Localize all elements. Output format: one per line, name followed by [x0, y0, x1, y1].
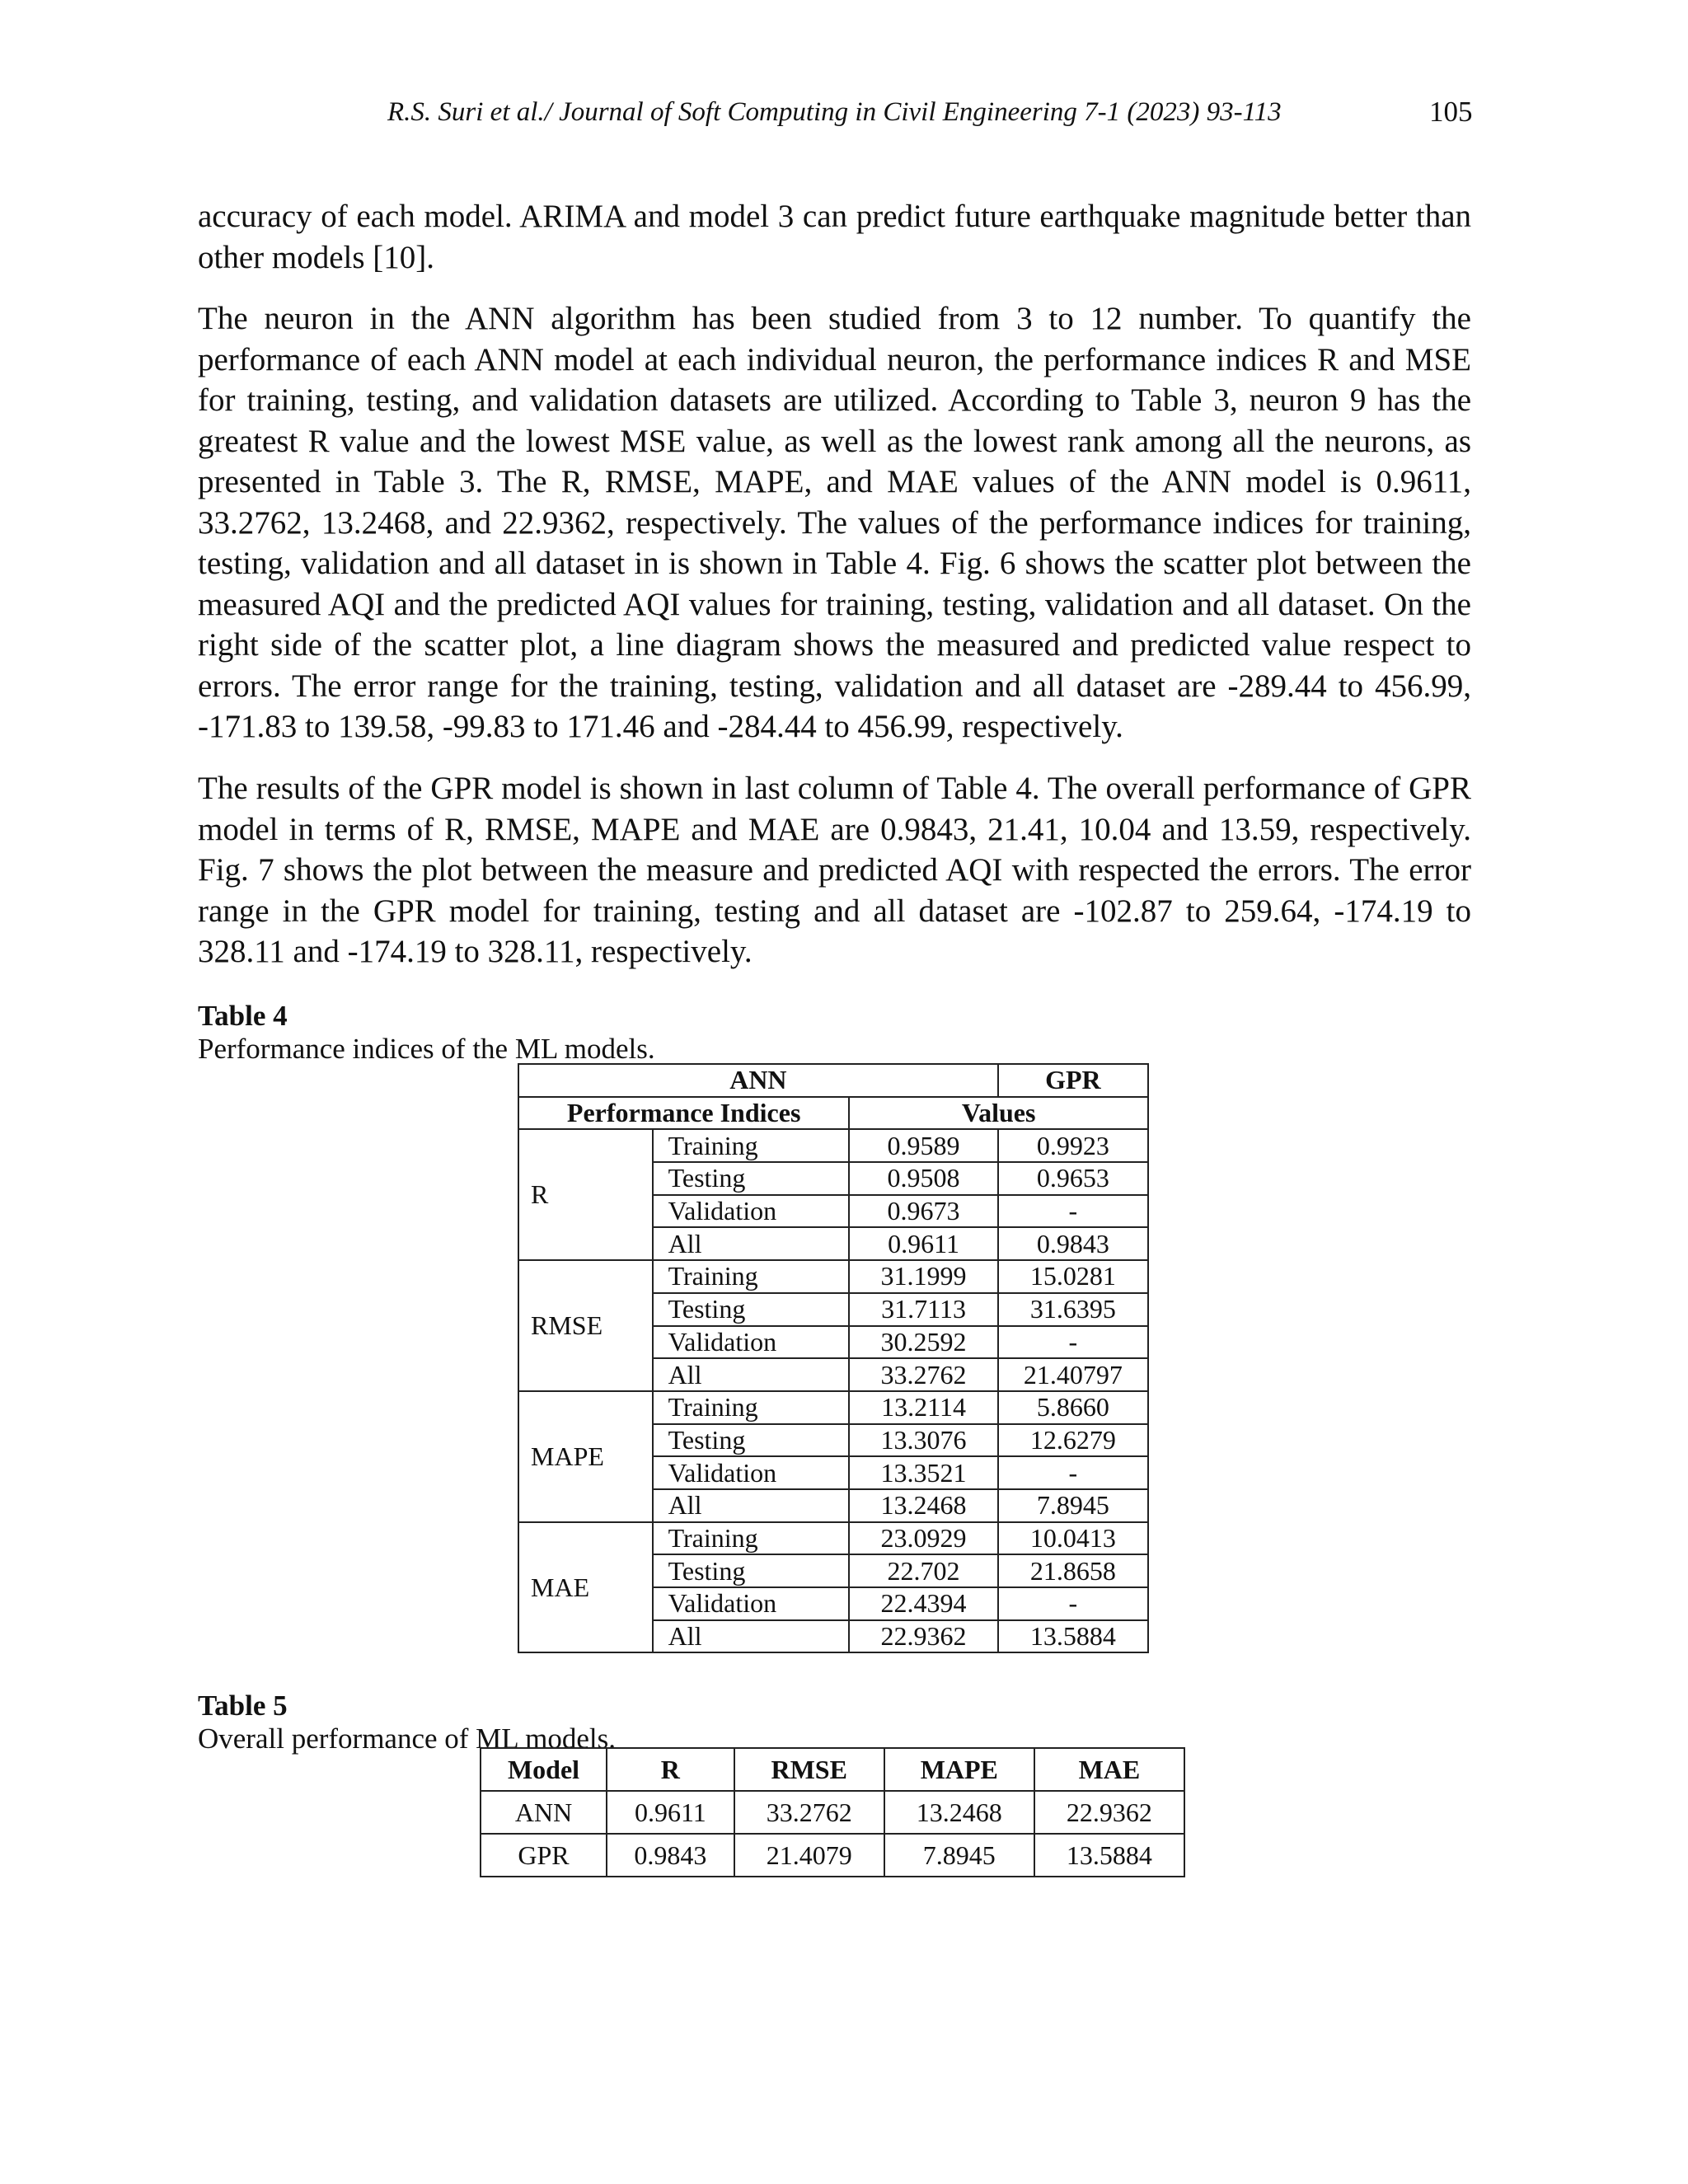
ann-value-cell: 13.2114 [849, 1391, 997, 1424]
table-cell: 0.9843 [607, 1834, 734, 1877]
ann-value-cell: 13.2468 [849, 1489, 997, 1522]
gpr-value-cell: 21.8658 [998, 1554, 1148, 1587]
dataset-cell: Validation [653, 1326, 850, 1359]
dataset-cell: Training [653, 1391, 850, 1424]
table4-caption: Performance indices of the ML models. [198, 1033, 655, 1065]
table-cell: 21.4079 [734, 1834, 884, 1877]
table5-label: Table 5 [198, 1690, 288, 1722]
dataset-cell: Testing [653, 1554, 850, 1587]
dataset-cell: Testing [653, 1162, 850, 1195]
ann-value-cell: 13.3521 [849, 1456, 997, 1489]
header-performance-indices: Performance Indices [518, 1097, 849, 1130]
metric-name: MAPE [518, 1391, 653, 1522]
header-gpr: GPR [998, 1064, 1148, 1097]
column-header: Model [481, 1748, 607, 1791]
ann-value-cell: 0.9589 [849, 1129, 997, 1162]
gpr-value-cell: 21.40797 [998, 1358, 1148, 1391]
gpr-value-cell: 0.9923 [998, 1129, 1148, 1162]
table-cell: 13.2468 [884, 1791, 1034, 1834]
gpr-value-cell: 10.0413 [998, 1522, 1148, 1555]
table-cell: 22.9362 [1034, 1791, 1184, 1834]
table-row [518, 1260, 1148, 1293]
gpr-value-cell: 0.9653 [998, 1162, 1148, 1195]
dataset-cell: Validation [653, 1195, 850, 1228]
paragraph-1: accuracy of each model. ARIMA and model 3 can predict future earthquake magnitude better than other models [10]. [198, 199, 1471, 275]
overall-performance-table [480, 1747, 1185, 1877]
table5-caption: Overall performance of ML models. [198, 1722, 616, 1755]
dataset-cell: All [653, 1227, 850, 1260]
gpr-value-cell: 13.5884 [998, 1620, 1148, 1653]
dataset-cell: All [653, 1358, 850, 1391]
table-cell: 7.8945 [884, 1834, 1034, 1877]
paragraph-3: The results of the GPR model is shown in last column of Table 4. The overall performance of GPR model in terms of R, RMSE, MAPE and MAE are 0.9843, 21.41, 10.04 and 13.59, respectively. Fig. 7 shows the plot between the measure and predicted AQI with respected the errors. The error range in the GPR model for training, testing and all dataset are -102.87 to 259.64, -174.19 to 328.11 and -174.19 to 328.11, respectively. [198, 771, 1471, 969]
column-header: MAPE [884, 1748, 1034, 1791]
table-cell: GPR [481, 1834, 607, 1877]
ann-value-cell: 22.9362 [849, 1620, 997, 1653]
gpr-value-cell: - [998, 1195, 1148, 1228]
dataset-cell: Training [653, 1522, 850, 1555]
table4-label: Table 4 [198, 1000, 288, 1032]
ann-value-cell: 31.7113 [849, 1293, 997, 1326]
gpr-value-cell: 31.6395 [998, 1293, 1148, 1326]
dataset-cell: Testing [653, 1424, 850, 1457]
table-header-row [518, 1064, 1148, 1097]
dataset-cell: Validation [653, 1456, 850, 1489]
table-header-row [518, 1097, 1148, 1130]
table-cell: 0.9611 [607, 1791, 734, 1834]
gpr-value-cell: - [998, 1587, 1148, 1620]
ann-value-cell: 22.702 [849, 1554, 997, 1587]
column-header: RMSE [734, 1748, 884, 1791]
ann-value-cell: 13.3076 [849, 1424, 997, 1457]
header-ann: ANN [518, 1064, 998, 1097]
gpr-value-cell: 15.0281 [998, 1260, 1148, 1293]
dataset-cell: Training [653, 1260, 850, 1293]
table-row [518, 1129, 1148, 1162]
dataset-cell: Validation [653, 1587, 850, 1620]
performance-indices-table [518, 1063, 1149, 1653]
metric-name: MAE [518, 1522, 653, 1653]
dataset-cell: All [653, 1489, 850, 1522]
table-row [518, 1522, 1148, 1555]
ann-value-cell: 33.2762 [849, 1358, 997, 1391]
running-header: R.S. Suri et al./ Journal of Soft Computing in Civil Engineering 7-1 (2023) 93-113 [387, 97, 1282, 127]
ann-value-cell: 0.9673 [849, 1195, 997, 1228]
column-header: R [607, 1748, 734, 1791]
ann-value-cell: 31.1999 [849, 1260, 997, 1293]
gpr-value-cell: 5.8660 [998, 1391, 1148, 1424]
dataset-cell: Testing [653, 1293, 850, 1326]
header-values: Values [849, 1097, 1148, 1130]
gpr-value-cell: 7.8945 [998, 1489, 1148, 1522]
table-cell: 33.2762 [734, 1791, 884, 1834]
dataset-cell: All [653, 1620, 850, 1653]
table-cell: ANN [481, 1791, 607, 1834]
metric-name: R [518, 1129, 653, 1260]
ann-value-cell: 0.9611 [849, 1227, 997, 1260]
table-row [518, 1391, 1148, 1424]
ann-value-cell: 30.2592 [849, 1326, 997, 1359]
paragraph-2: The neuron in the ANN algorithm has been studied from 3 to 12 number. To quantify the performance of each ANN model at each individual neuron, the performance indices R and MSE for training, testing, and validation datasets are utilized. According to Table 3, neuron 9 has the greatest R value and the lowest MSE value, as well as the lowest rank among all the neurons, as presented in Table 3. The R, RMSE, MAPE, and MAE values of the ANN model is 0.9611, 33.2762, 13.2468, and 22.9362, respectively. The values of the performance indices for training, testing, validation and all dataset in is shown in Table 4. Fig. 6 shows the scatter plot between the measured AQI and the predicted AQI values for training, testing, validation and all dataset. On the right side of the scatter plot, a line diagram shows the measured and predicted value respect to errors. The error range for the training, testing, validation and all dataset are -289.44 to 456.99, -171.83 to 139.58, -99.83 to 171.46 and -284.44 to 456.99, respectively. [198, 301, 1471, 744]
page-number: 105 [1429, 96, 1473, 128]
gpr-value-cell: 12.6279 [998, 1424, 1148, 1457]
table-header-row [481, 1748, 1184, 1791]
metric-name: RMSE [518, 1260, 653, 1391]
gpr-value-cell: - [998, 1456, 1148, 1489]
column-header: MAE [1034, 1748, 1184, 1791]
dataset-cell: Training [653, 1129, 850, 1162]
table-row [481, 1834, 1184, 1877]
ann-value-cell: 23.0929 [849, 1522, 997, 1555]
table-row [481, 1791, 1184, 1834]
ann-value-cell: 0.9508 [849, 1162, 997, 1195]
table-cell: 13.5884 [1034, 1834, 1184, 1877]
ann-value-cell: 22.4394 [849, 1587, 997, 1620]
gpr-value-cell: - [998, 1326, 1148, 1359]
gpr-value-cell: 0.9843 [998, 1227, 1148, 1260]
